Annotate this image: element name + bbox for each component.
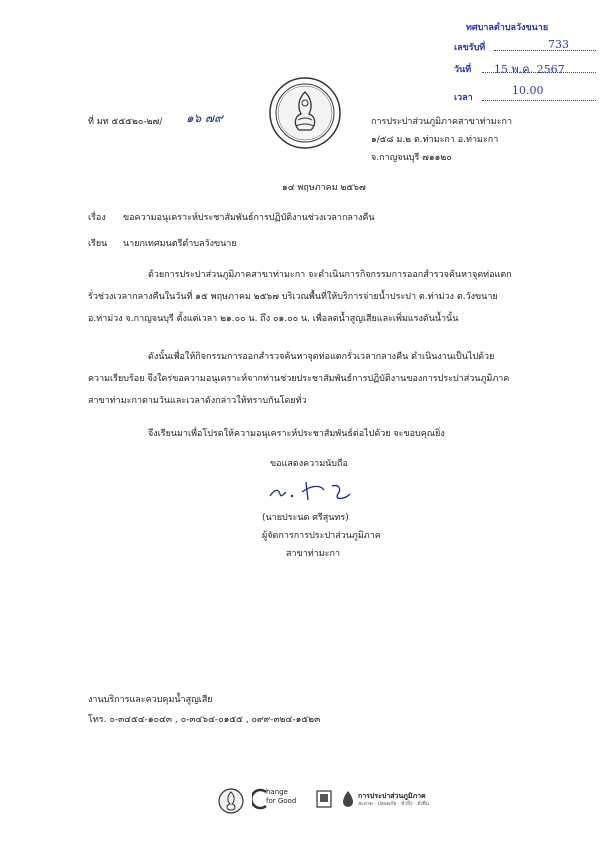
certification-badge-icon [316,790,332,808]
signer-title-1: ผู้จัดการการประปาส่วนภูมิภาค [262,531,381,541]
signature-icon [262,470,372,506]
receipt-stamp [452,18,598,110]
pwa-seal-icon [268,76,342,150]
signer-name: (นายประนต ศรีสุนทร) [262,513,349,523]
closing-text: ขอแสดงความนับถือ [270,459,348,469]
change-for-good-line-1: hange [266,788,288,796]
pwa-footer-tagline: สะอาด · ปลอดภัย · ทั่วถึง · ยั่งยืน [358,801,430,807]
reference-number: ที่ มท ๕๕๕๒๐-๒๗/ [88,117,163,127]
signer-title-2: สาขาท่ามะกา [286,549,341,559]
letter-date: ๑๔ พฤษภาคม ๒๕๖๗ [282,183,366,193]
sender-address-line-3: จ.กาญจนบุรี ๗๑๑๒๐ [371,153,452,163]
subject-text: ขอความอนุเคราะห์ประชาสัมพันธ์การปฏิบัติงานช่วงเวลากลางคืน [123,213,375,223]
stamp-time-line [482,100,596,101]
contact-unit: งานบริการและควบคุมน้ำสูญเสีย [88,695,213,705]
stamp-time-value: 10.00 [512,84,544,97]
sender-address-line-1: การประปาส่วนภูมิภาคสาขาท่ามะกา [371,117,513,127]
stamp-org: ทศบาลตำบลวังขนาย [466,23,549,33]
contact-phone: โทร. ๐-๓๔๕๔-๑๐๔๓ , ๐-๓๔๖๔-๐๑๕๕ , ๐๙๙-๓๒๔-๑๕๒๓ [88,715,321,725]
stamp-receive-no: 733 [548,38,569,51]
stamp-date-label: วันที่ [454,65,472,75]
body-paragraph-1: ด้วยการประปาส่วนภูมิภาคสาขาท่ามะกา จะดำเนินการกิจกรรมการออกสำรวจค้นหาจุดท่อแตกรั่วช่วงเวลากลางคืนในวันที่ ๑๕ พฤษภาคม ๒๕๖๗ บริเวณพื้นที่ให้บริการจ่ายน้ำประปา ต.ท่าม่วง ต.วังขนาย อ.ท่าม่วง จ.กาญจนบุรี ตั้งแต่เวลา ๒๑.๐๐ น. ถึง ๐๑.๐๐ น. เพื่อลดน้ำสูญเสียและเพิ่มแรงดันน้ำนั้น [88,270,512,324]
stamp-receive-no-label: เลขรับที่ [454,43,486,53]
ministry-emblem-icon [218,788,244,814]
body-paragraph-2: ดังนั้นเพื่อให้กิจกรรมการออกสำรวจค้นหาจุดท่อแตกรั่วเวลากลางคืน ดำเนินงานเป็นไปด้วยความเรียบร้อย จึงใคร่ขอความอนุเคราะห์จากท่านช่วยประชาสัมพันธ์การปฏิบัติงานของการประปาส่วนภูมิภาคสาขาท่ามะกาตามวันและเวลาดังกล่าวให้ทราบกันโดยทั่ว [88,352,510,406]
reference-handwritten: ๑๖ ๗๙ [186,111,223,125]
stamp-time-label: เวลา [454,93,473,103]
change-for-good-line-2: for Good [266,797,297,805]
subject-label: เรื่อง [88,213,106,223]
pwa-footer-name: การประปาส่วนภูมิภาค [358,792,426,800]
pwa-logo-icon [340,790,356,808]
stamp-receive-no-line [494,50,596,51]
stamp-date-value: 15 พ.ค. 2567 [494,63,565,76]
recipient-label: เรียน [88,239,108,249]
sender-address-line-2: ๑/๕๘ ม.๒ ต.ท่ามะกา อ.ท่ามะกา [371,135,499,145]
recipient-text: นายกเทศมนตรีตำบลวังขนาย [123,239,237,249]
body-paragraph-3: จึงเรียนมาเพื่อโปรดให้ความอนุเคราะห์ประชาสัมพันธ์ต่อไปด้วย จะขอบคุณยิ่ง [148,429,445,439]
